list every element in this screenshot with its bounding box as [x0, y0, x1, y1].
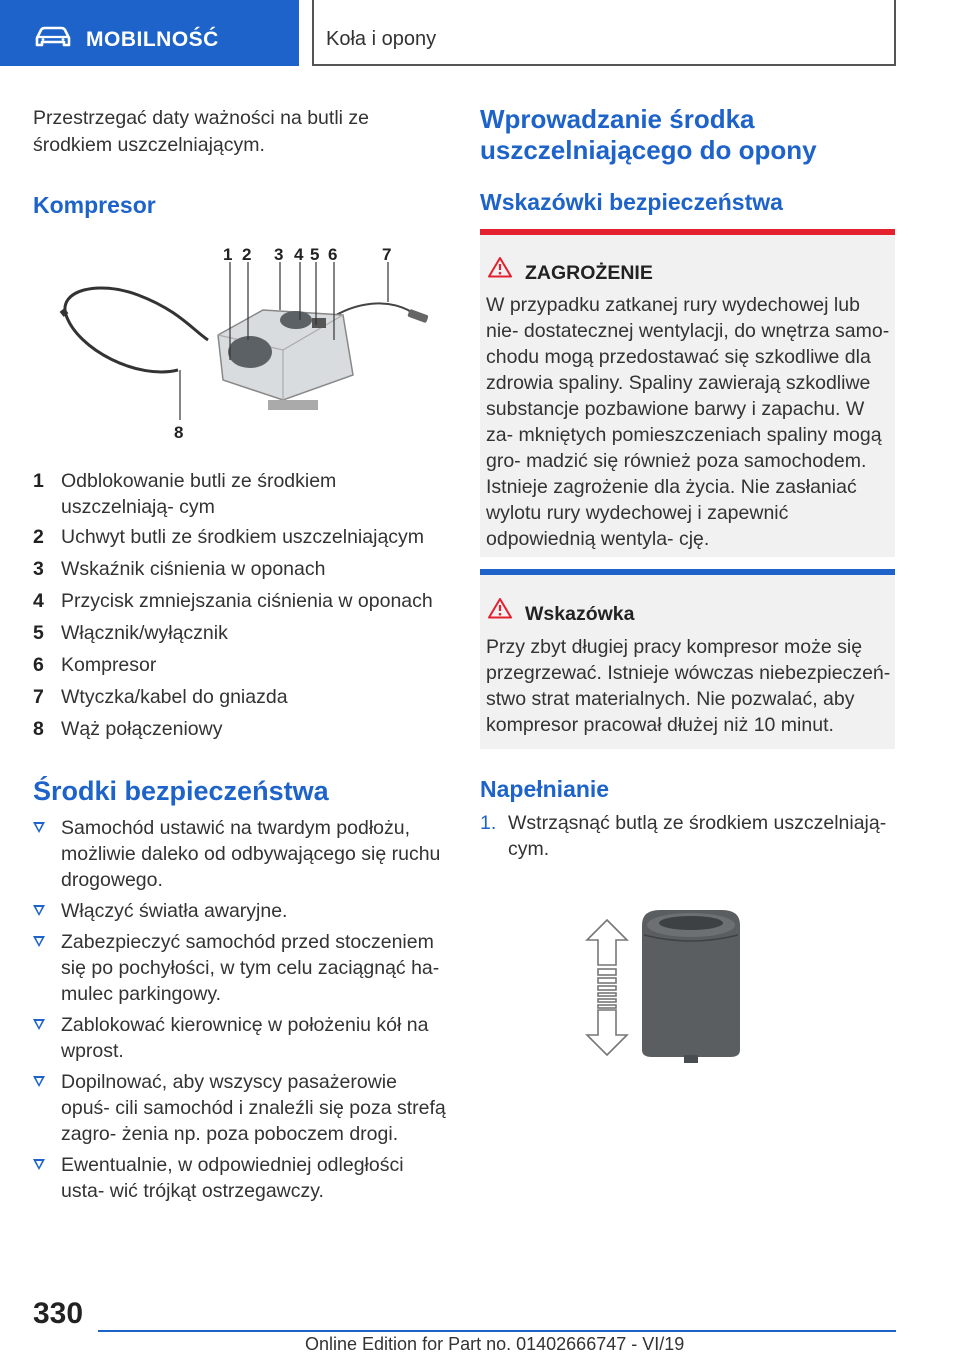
chapter-title: Koła i opony	[326, 28, 437, 50]
triangle-bullet-icon	[33, 905, 45, 916]
compressor-heading: Kompresor	[33, 192, 156, 218]
safety-item-text: Samochód ustawić na twardym podłożu, możliwie daleko od odbywającego się ruchu drogowego.	[61, 817, 441, 891]
legend-item-4	[33, 588, 447, 614]
callout-2: 2	[242, 245, 252, 264]
compressor-figure	[58, 240, 428, 445]
legend-number: 5	[33, 622, 44, 644]
legend-item-1	[33, 468, 447, 520]
legend-text: Wtyczka/kabel do gniazda	[61, 686, 288, 708]
triangle-bullet-icon	[33, 936, 45, 947]
legend-text: Kompresor	[61, 654, 157, 676]
main-heading: Wprowadzanie środka uszczelniającego do opony	[480, 104, 817, 165]
safety-heading: Środki bezpieczeństwa	[33, 776, 329, 806]
section-tab	[0, 0, 299, 66]
safety-item-text: Zabezpieczyć samochód przed stoczeniem się po pochyłości, w tym celu zaciągnąć ha‐ mulec parkingowy.	[61, 931, 440, 1005]
chapter-tab	[312, 0, 896, 66]
legend-text: Uchwyt butli ze środkiem uszczelniającym	[61, 526, 425, 548]
legend-text: Wąż połączeniowy	[61, 718, 223, 740]
warning-triangle-icon	[488, 256, 512, 278]
triangle-bullet-icon	[33, 1076, 45, 1087]
legend-text: Przycisk zmniejszania ciśnienia w oponach	[61, 590, 433, 612]
legend-number: 6	[33, 654, 44, 676]
section-title: MOBILNOŚĆ	[86, 28, 219, 51]
triangle-bullet-icon	[33, 1019, 45, 1030]
danger-box	[480, 229, 895, 557]
legend-item-2	[33, 524, 447, 550]
intro-paragraph: Przestrzegać daty ważności na butli ze środkiem uszczelniającym.	[33, 107, 369, 156]
fill-heading: Napełnianie	[480, 776, 610, 802]
safety-item-text: Zablokować kierownicę w położeniu kół na wprost.	[61, 1014, 429, 1062]
legend-number: 7	[33, 686, 44, 708]
fill-step-1	[480, 810, 895, 862]
danger-title: ZAGROŻENIE	[525, 262, 653, 284]
legend-item-3	[33, 556, 447, 582]
edition-footer: Online Edition for Part no. 01402666747 - VI/19	[305, 1334, 685, 1354]
page-number: 330	[33, 1297, 84, 1330]
step-number: 1.	[480, 812, 497, 834]
safety-item-5	[33, 1069, 447, 1147]
page-header	[0, 0, 960, 66]
footer-divider	[98, 1330, 896, 1332]
callout-4: 4	[294, 245, 304, 264]
danger-text: W przypadku zatkanej rury wydechowej lub nie‐ dostatecznej wentylacji, do wnętrza samo‐ chodu mogą przedostawać się szkodliwe dla zdrowia spaliny. Spaliny zawierają szkodliwe substancje pozbawione barwy i zapachu. W za‐ mkniętych pomieszczeniach spaliny mogą gro‐ madzić się również poza samochodem. Istnieje zagrożenie dla życia. Nie zasłaniać wylotu rury wydechowej i zapewnić odpowiednią wentyla‐ cję.	[486, 294, 890, 550]
legend-item-6	[33, 652, 447, 678]
legend-number: 4	[33, 590, 44, 612]
callout-7: 7	[382, 245, 392, 264]
legend-number: 1	[33, 470, 44, 492]
legend-number: 3	[33, 558, 44, 580]
callout-1: 1	[223, 245, 233, 264]
legend-text: Wskaźnik ciśnienia w oponach	[61, 558, 326, 580]
safety-item-text: Dopilnować, aby wszyscy pasażerowie opuś‐ cili samochód i znaleźli się poza strefą zagro‐ żenia np. poza poboczem drogi.	[61, 1071, 446, 1145]
safety-notes-heading: Wskazówki bezpieczeństwa	[480, 189, 783, 215]
car-icon	[34, 26, 72, 48]
bottle-shake-figure	[580, 905, 750, 1070]
notice-title: Wskazówka	[525, 603, 635, 625]
warning-triangle-icon	[488, 597, 512, 619]
safety-item-3	[33, 929, 447, 1007]
legend-item-8	[33, 716, 447, 742]
safety-item-4	[33, 1012, 447, 1064]
safety-item-6	[33, 1152, 447, 1204]
legend-number: 2	[33, 526, 44, 548]
safety-item-1	[33, 815, 447, 893]
safety-item-text: Ewentualnie, w odpowiedniej odległości usta‐ wić trójkąt ostrzegawczy.	[61, 1154, 404, 1202]
legend-text: Odblokowanie butli ze środkiem uszczelniają‐ cym	[61, 470, 337, 518]
safety-item-2	[33, 898, 447, 924]
notice-text: Przy zbyt długiej pracy kompresor może się przegrzewać. Istnieje wówczas niebezpieczeń‐ stwo strat materialnych. Nie pozwalać, aby kompresor pracował dłużej niż 10 minut.	[486, 636, 891, 736]
step-text: Wstrząsnąć butlą ze środkiem uszczelniają‐ cym.	[508, 812, 887, 860]
callout-8: 8	[174, 423, 184, 442]
legend-item-7	[33, 684, 447, 710]
legend-item-5	[33, 620, 447, 646]
safety-item-text: Włączyć światła awaryjne.	[61, 900, 288, 922]
legend-text: Włącznik/wyłącznik	[61, 622, 228, 644]
triangle-bullet-icon	[33, 1159, 45, 1170]
callout-6: 6	[328, 245, 338, 264]
callout-3: 3	[274, 245, 284, 264]
legend-number: 8	[33, 718, 44, 740]
callout-5: 5	[310, 245, 320, 264]
notice-box	[480, 569, 895, 749]
triangle-bullet-icon	[33, 822, 45, 833]
